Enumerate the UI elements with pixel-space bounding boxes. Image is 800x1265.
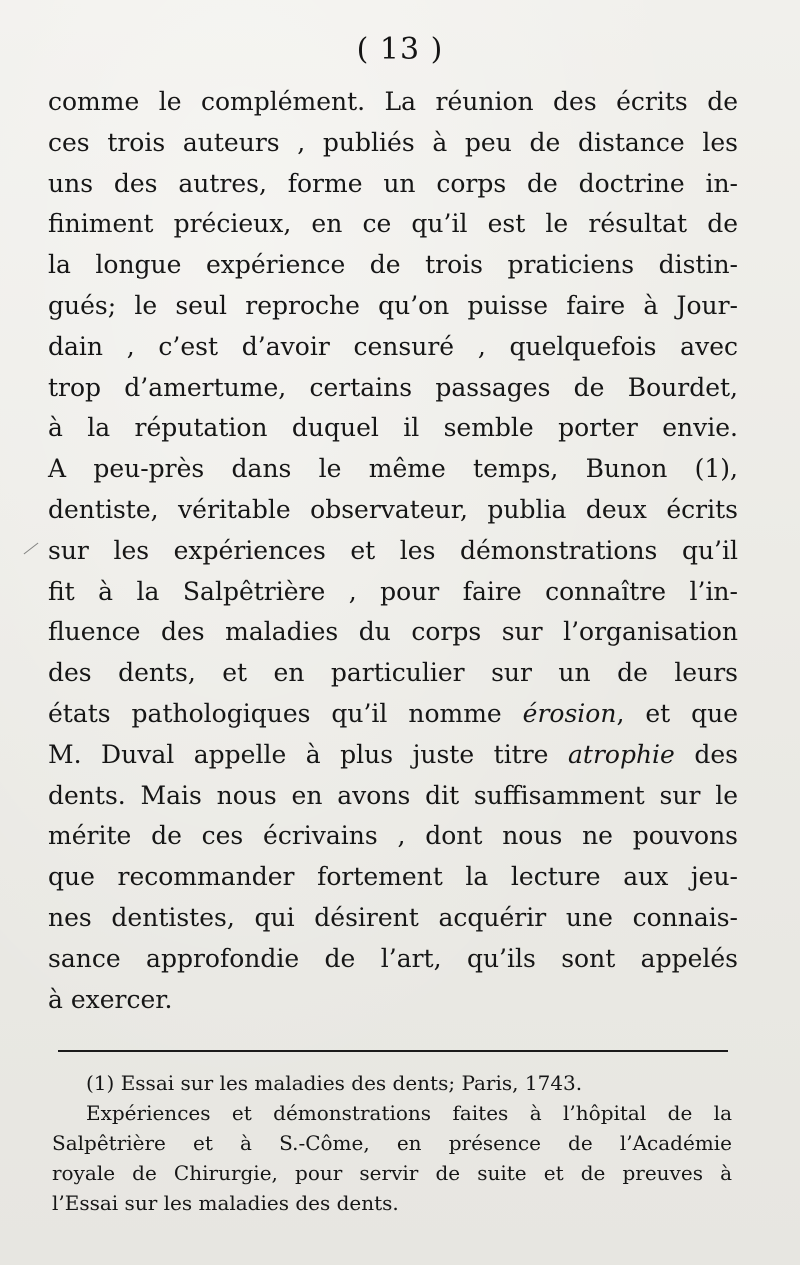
line-text: des (674, 739, 739, 769)
body-line: uns des autres, forme un corps de doctrine in- (48, 168, 738, 198)
margin-pencil-mark (24, 543, 39, 555)
body-line: ces trois auteurs , publiés à peu de distance les (48, 127, 738, 157)
body-line: fit à la Salpêtrière , pour faire connaître l’in- (48, 576, 738, 606)
footnote-line: Expériences et démonstrations faites à l’hôpital de la (86, 1101, 732, 1125)
footnote-line: l’Essai sur les maladies des dents. (52, 1191, 399, 1215)
body-line: finiment précieux, en ce qu’il est le résultat de (48, 209, 738, 239)
footnote-1: (1) Essai sur les maladies des dents; Paris, 1743. (86, 1071, 583, 1095)
body-line: des dents, et en particulier sur un de leurs (48, 658, 738, 688)
body-line: que recommander fortement la lecture aux jeu- (48, 862, 738, 892)
body-line-with-italic (48, 694, 738, 735)
body-line: dents. Mais nous en avons dit suffisamment sur le (48, 780, 738, 810)
body-line: mérite de ces écrivains , dont nous ne pouvons (48, 821, 738, 851)
body-line: dentiste, véritable observateur, publia deux écrits (48, 494, 738, 524)
body-line: dain , c’est d’avoir censuré , quelquefois avec (48, 331, 738, 361)
body-line: à exercer. (48, 984, 173, 1014)
body-line: comme le complément. La réunion des écrits de (48, 87, 738, 116)
body-line: sur les expériences et les démonstrations qu’il (48, 535, 738, 565)
line-text: , et que (616, 698, 738, 728)
body-line: nes dentistes, qui désirent acquérir une connais- (48, 902, 738, 932)
body-line: la longue expérience de trois praticiens distin- (48, 250, 738, 280)
body-line: sance approfondie de l’art, qu’ils sont appelés (48, 943, 738, 973)
body-line: à la réputation duquel il semble porter envie. (48, 413, 738, 443)
footnote-line: royale de Chirurgie, pour servir de suite et de preuves à (52, 1161, 732, 1185)
body-line: A peu-près dans le même temps, Bunon (1), (48, 454, 738, 484)
italic-term-erosion: érosion (522, 698, 617, 728)
body-line-with-italic (48, 735, 738, 776)
footnote-divider (58, 1050, 728, 1052)
body-line: fluence des maladies du corps sur l’organisation (48, 617, 738, 647)
footnotes (52, 1068, 732, 1218)
body-line: gués; le seul reproche qu’on puisse faire à Jour- (48, 290, 738, 320)
body-text (48, 82, 738, 1020)
footnote-line: Salpêtrière et à S.-Côme, en présence de l’Académie (52, 1131, 732, 1155)
italic-term-atrophie: atrophie (568, 739, 675, 769)
line-text: M. Duval appelle à plus juste titre (48, 739, 568, 769)
page-number: ( 13 ) (356, 32, 444, 67)
body-line: trop d’amertume, certains passages de Bourdet, (48, 372, 738, 402)
line-text: états pathologiques qu’il nomme (48, 698, 523, 728)
